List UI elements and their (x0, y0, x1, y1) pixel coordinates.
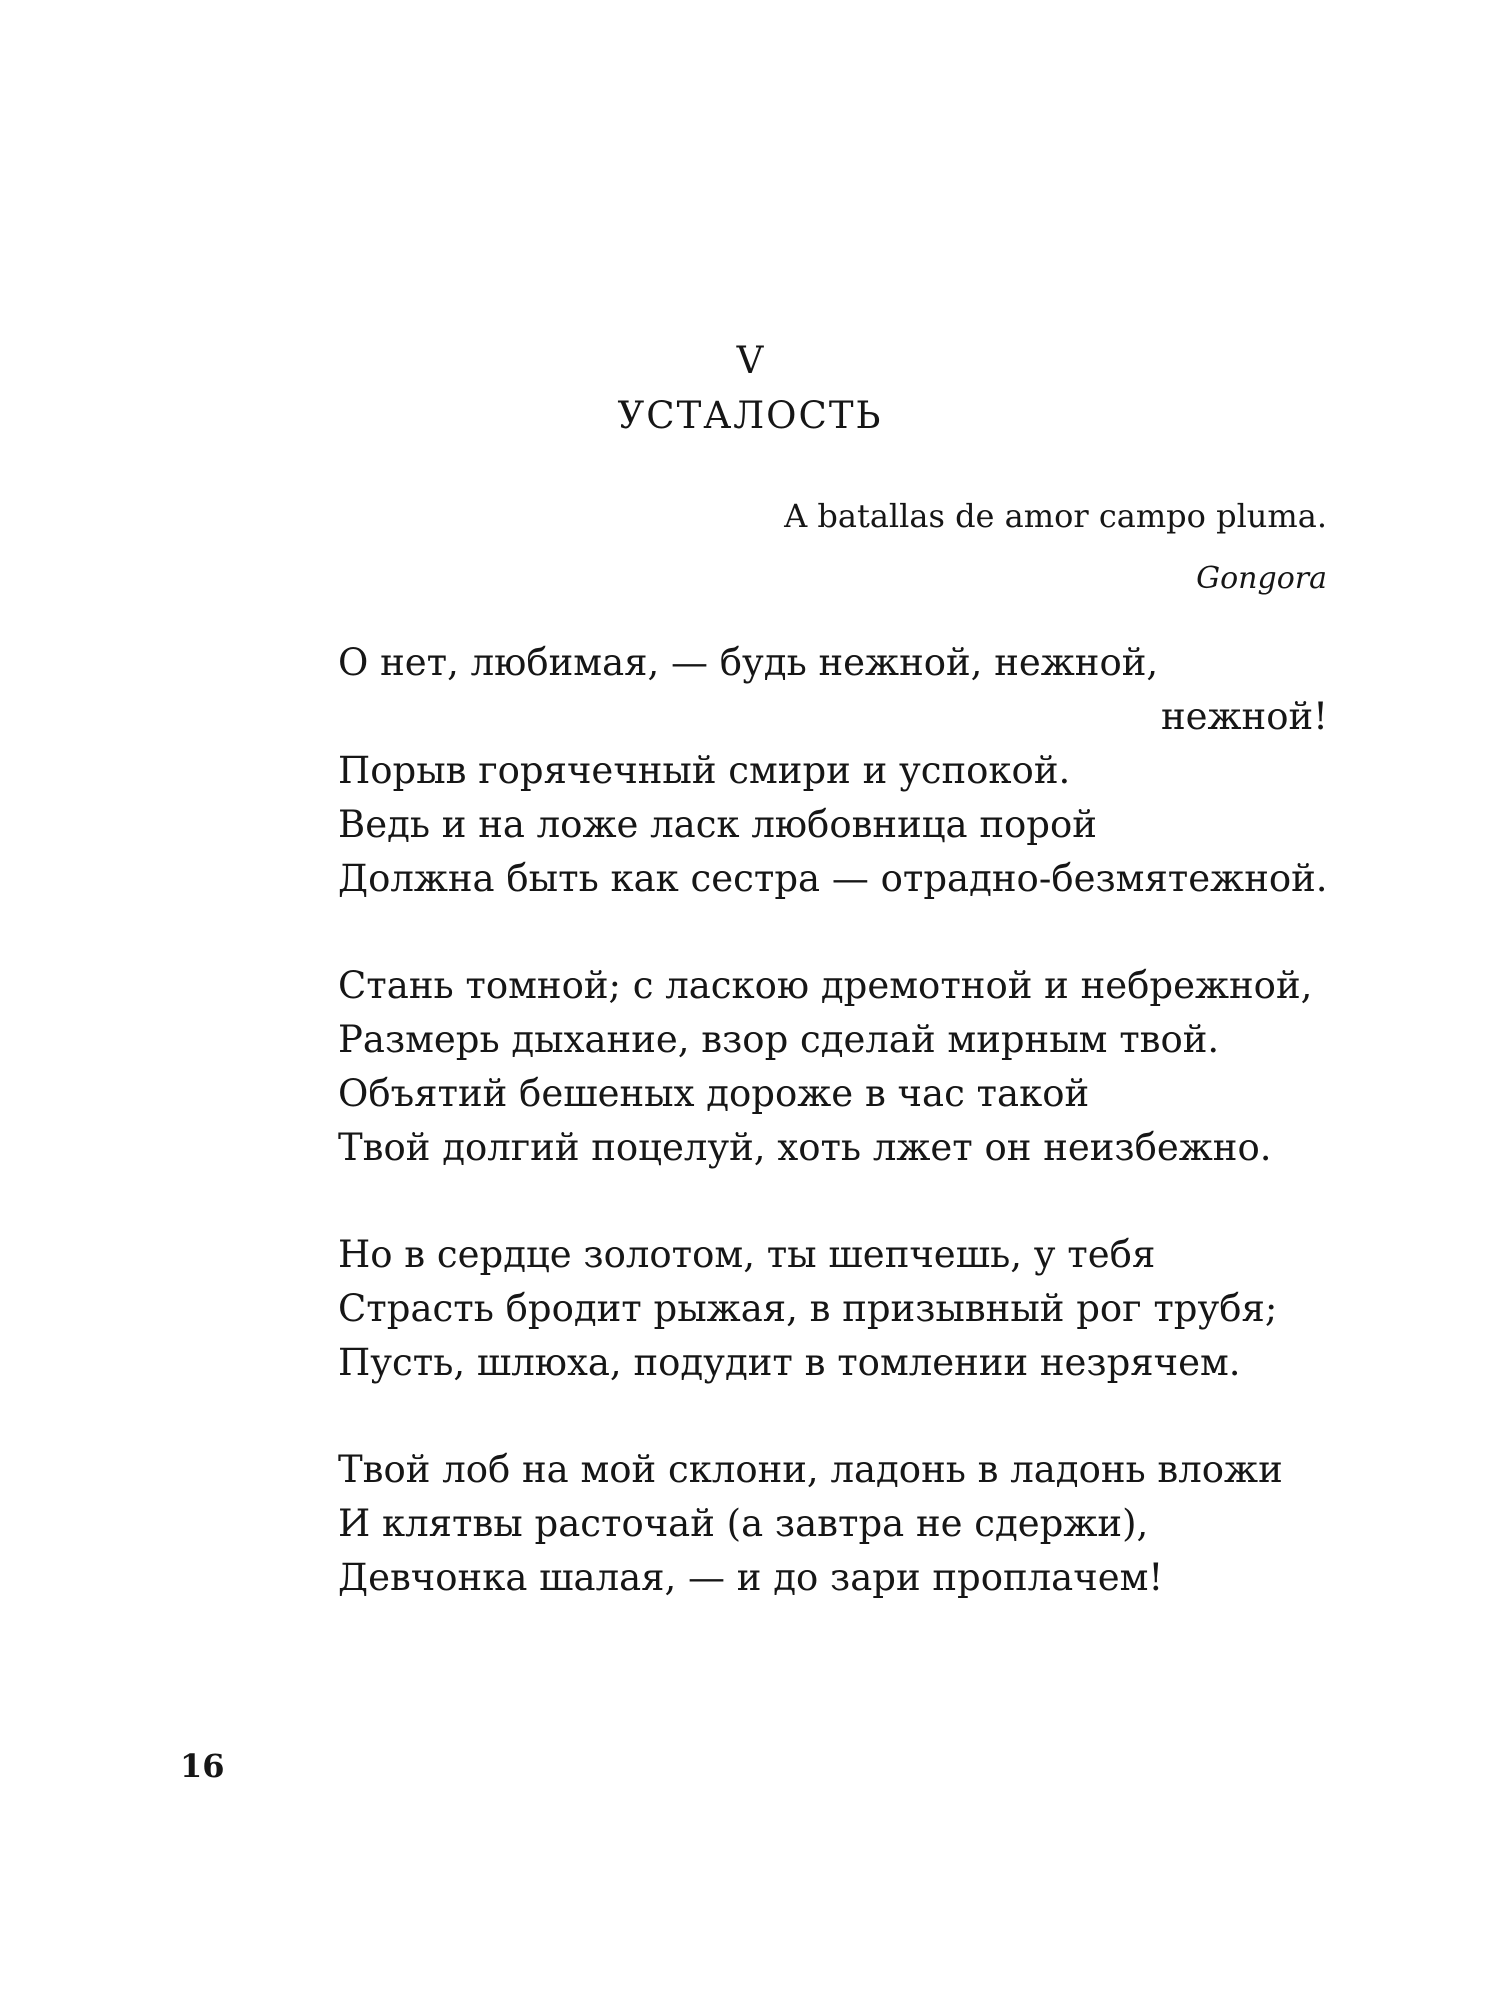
poem-line: Объятий бешеных дороже в час такой (338, 1072, 1090, 1115)
poem-line: Должна быть как сестра — отрадно-безмятежной. (338, 857, 1328, 900)
poem-line: Страсть бродит рыжая, в призывный рог трубя; (338, 1287, 1278, 1330)
poem-line: Пусть, шлюха, подудит в томлении незрячем. (338, 1341, 1241, 1384)
poem-line: Порыв горячечный смири и успокой. (338, 749, 1071, 792)
poem-line: Но в сердце золотом, ты шепчешь, у тебя (338, 1233, 1156, 1276)
poem-line: О нет, любимая, — будь нежной, нежной, (338, 641, 1159, 684)
poem-body (338, 636, 1328, 1605)
poem-line: Стань томной; с ласкою дремотной и небрежной, (338, 964, 1313, 1007)
epigraph (600, 497, 1327, 596)
section-number: V (736, 339, 764, 382)
epigraph-author: Gongora (1196, 561, 1327, 596)
page-number: 16 (180, 1747, 225, 1785)
stanza-3 (338, 1228, 1328, 1390)
stanza-1 (338, 636, 1328, 906)
stanza-2 (338, 959, 1328, 1175)
poem-line-continuation: нежной! (1160, 695, 1328, 738)
poem-line: Девчонка шалая, — и до зари проплачем! (338, 1556, 1164, 1599)
stanza-4 (338, 1443, 1328, 1605)
poem-line: Размерь дыхание, взор сделай мирным твой. (338, 1018, 1220, 1061)
poem-line: Твой лоб на мой склони, ладонь в ладонь вложи (338, 1448, 1283, 1491)
poem-line: И клятвы расточай (а завтра не сдержи), (338, 1502, 1149, 1545)
poem-title: УСТАЛОСТЬ (617, 394, 883, 437)
epigraph-text: A batallas de amor campo pluma. (784, 497, 1327, 535)
stanza-divider (338, 1390, 1328, 1443)
stanza-divider (338, 906, 1328, 959)
poem-line: Ведь и на ложе ласк любовница порой (338, 803, 1097, 846)
stanza-divider (338, 1175, 1328, 1228)
poem-line: Твой долгий поцелуй, хоть лжет он неизбежно. (338, 1126, 1272, 1169)
